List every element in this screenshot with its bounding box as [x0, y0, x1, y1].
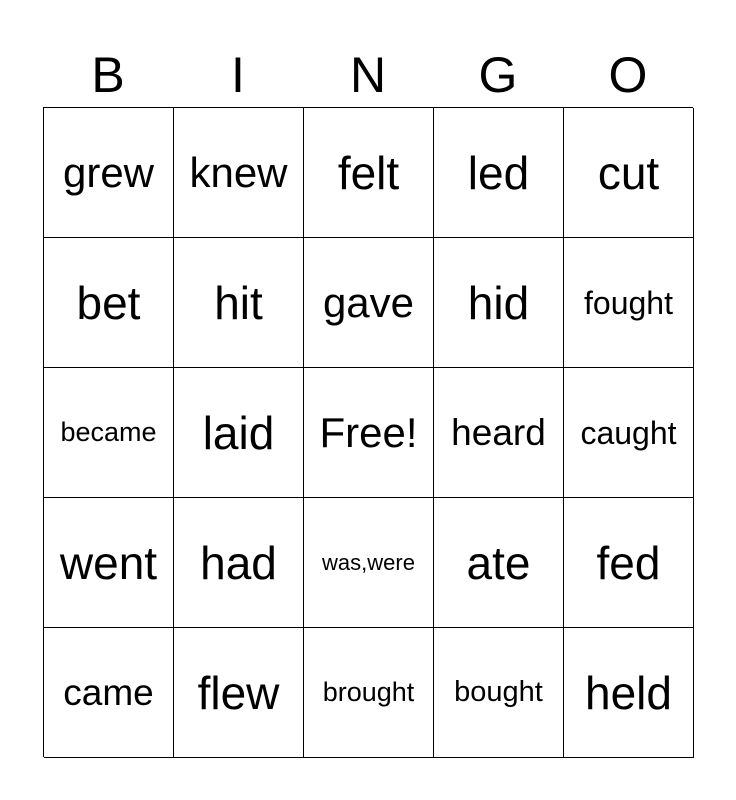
header-letter-g: G: [478, 47, 518, 103]
bingo-cell: hit: [174, 238, 304, 368]
bingo-cell: fed: [564, 498, 694, 628]
bingo-board: [43, 107, 693, 757]
bingo-cell: caught: [564, 368, 694, 498]
bingo-cell: had: [174, 498, 304, 628]
bingo-cell: held: [564, 628, 694, 758]
bingo-cell: was,were: [304, 498, 434, 628]
bingo-cell: fought: [564, 238, 694, 368]
bingo-cell: heard: [434, 368, 564, 498]
bingo-cell: ate: [434, 498, 564, 628]
bingo-cell: bought: [434, 628, 564, 758]
bingo-cell: knew: [174, 108, 304, 238]
bingo-cell: led: [434, 108, 564, 238]
bingo-cell: flew: [174, 628, 304, 758]
header-letter-o: O: [608, 47, 648, 103]
header-letter-b: B: [91, 47, 125, 103]
bingo-cell-free-space: Free!: [304, 368, 434, 498]
bingo-header: [43, 42, 693, 108]
bingo-cell: brought: [304, 628, 434, 758]
bingo-cell: became: [44, 368, 174, 498]
bingo-cell: gave: [304, 238, 434, 368]
bingo-cell: grew: [44, 108, 174, 238]
header-letter-n: N: [349, 47, 387, 103]
header-letter-i: I: [231, 47, 245, 103]
bingo-cell: laid: [174, 368, 304, 498]
bingo-cell: came: [44, 628, 174, 758]
bingo-cell: cut: [564, 108, 694, 238]
bingo-cell: went: [44, 498, 174, 628]
bingo-cell: bet: [44, 238, 174, 368]
bingo-cell: felt: [304, 108, 434, 238]
bingo-cell: hid: [434, 238, 564, 368]
